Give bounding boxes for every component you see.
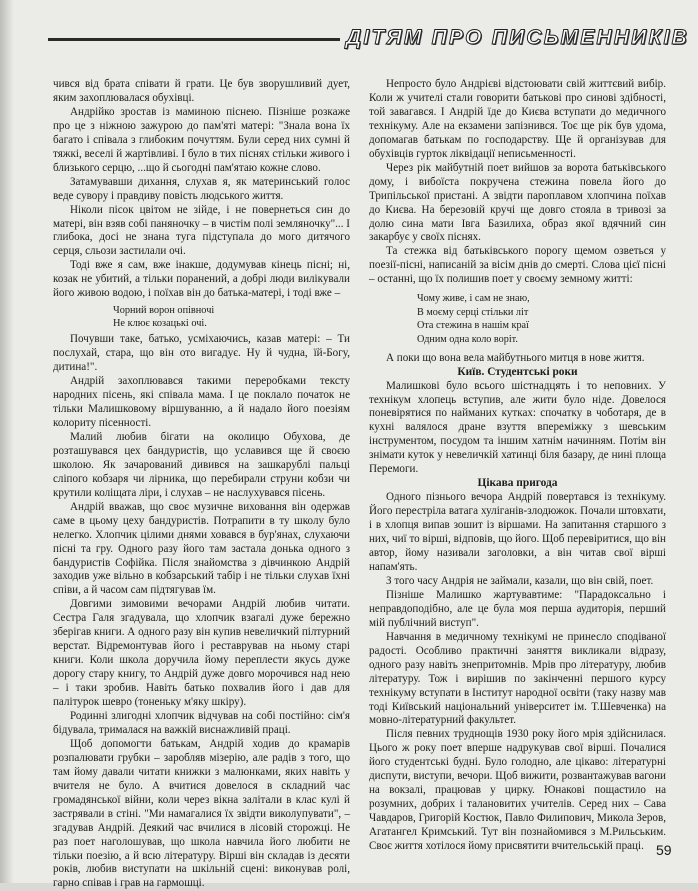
paragraph: Малишкові було всього шістнадцять і то неповних. У технікум хлопець вступив, але жити було ніде. Довелося поневірятися по найманих кутках: спочатку в чоботаря, де в кухні валялося дране взуття впереміжку з шевським інструментом, посудом та іншим хатнім начинням. Потім він знімати куток у невеличкій хатинці біля базару, де нині площа Перемоги.	[369, 379, 666, 476]
paragraph: Одного пізнього вечора Андрій повертався із технікуму. Його перестріла ватага хуліганів-злодюжок. Почали штовхати, і в хлопця випав зошит із віршами. На запитання старшого з них, чиї то вірші, відповів, що його. Щоб перевіритися, що він автор, йому називали заголовки, а він читав свої вірші напам'ять.	[369, 491, 666, 573]
paragraph: А поки що вона вела майбутнього митця в нове життя.	[386, 351, 645, 364]
poem-line: Ота стежина в нашім краї	[417, 320, 529, 332]
paragraph: Андрій захоплювався такими переробками тексту народних пісень, які співала мама. І це поклало початок не тільки Малишковому віршуванню, а й надало його поезіям колориту пісенності.	[53, 375, 350, 429]
paragraph: Навчання в медичному технікумі не принесло сподіваної радості. Особливо практичні заняття викликали відразу, одного разу навіть знепритомнів. Мрів про літературу, любив літературу. Тож і вирішив по закінченні першого курсу технікуму вступати в Інститут народної освіти (таку назву мав тоді Київський національний університет ім. Т.Шевченка) на мовно-літературний факультет.	[369, 630, 666, 727]
poem-line: Не клює козацькі очі.	[113, 318, 207, 330]
paragraph: Почувши таке, батько, усміхаючись, казав матері: – Ти послухай, стара, що він ото вигадує. Ну й чудна, їй-Богу, дитина!".	[53, 333, 350, 374]
header-rule	[48, 38, 340, 41]
paragraph: Андрій вважав, що своє музичне виховання він одержав саме в цьому цеху бандуристів. Потрапити в ту школу було нелегко. Хлопчик цілими днями ховався в бур'янах, слухаючи пісні та гру. Одного разу його там застала донька одного з бандуристів Софійка. Після знайомства з дівчинкою Андрій заходив уже вільно в кобзарський табір і не тільки слухав їхні співи, а й часом сам підтягував їм.	[53, 500, 350, 597]
page-edge-shadow	[0, 0, 14, 883]
paragraph: Малий любив бігати на околицю Обухова, де розташувався цех бандуристів, що уславився ще й своєю школою. Як зачарований дивився на зашкарублі пальці сліпого кобзаря чи лірника, що перебирали струни кобзи чи крутили коліщата ліри, і слухав – не наслухувався пісень.	[53, 430, 350, 499]
paragraph: Після певних труднощів 1930 року його мрія здійснилася. Цього ж року поет вперше надрукував свої вірші. Почалися його студентські будні. Було голодно, але цікаво: літературні диспути, виступи, вечори. Щоб вижити, розвантажував вагони на вокзалі, працював у цирку. Юнакові пощастило на розумних, добрих і талановитих учителів. Серед них – Сава Чавдаров, Григорій Костюк, Павло Филипович, Микола Зеров, Агатангел Кримський. Тут він познайомився з М.Рильським. Своє життя хотілося йому присвятити вчительській праці.	[369, 728, 666, 853]
section-heading: Київ. Студентські роки	[457, 365, 578, 378]
paragraph: Пізніше Малишко жартувавтиме: "Парадоксально і неправдоподібно, але це була моя перша аудиторія, перший мій публічний виступ".	[369, 588, 666, 629]
paragraph: Через рік майбутній поет вийшов за ворота батьківського дому, і вибоїста покручена стежина повела його до Трипільської пристані. А звідти пароплавом хлопчина поїхав до Києва. На березовій кручі ще довго стояла в тривозі за долю сина мати Івга Базилиха, образ якої вдячний син закарбує у своїх піснях.	[369, 161, 666, 244]
poem-quote	[417, 292, 666, 346]
paragraph: Довгими зимовими вечорами Андрій любив читати. Сестра Галя згадувала, що хлопчик взагалі дуже бережно зберігав книги. А одного разу він купив невеличкий пілтурний верстат. Відремонтував його і реставрував на ньому старі книги. Коли школа доручила йому переплести якусь дуже дорогу стару книгу, то Андрій дуже довго морочився над нею – і таки зробив. Навіть батько похвалив його і дав для палітурок шевро (тоненьку м'яку шкіру).	[53, 598, 350, 709]
paragraph: Затамувавши дихання, слухав я, як материнський голос веде сувору і правдиву повість людського життя.	[53, 175, 350, 202]
paragraph: Та стежка від батьківського порогу щемом озветься у поезії-пісні, написаній за вісім днів до смерті. Слова цієї пісні – останні, що їх полишив поет у своєму земному житті:	[369, 245, 666, 286]
section-heading: Цікава пригода	[477, 477, 558, 490]
paragraph: Ніколи пісок цвітом не зійде, і не повернеться син до матері, він взяв собі паняночку – в чистім полі земляночку"... І глибока, досі не знана туга підступала до мого дитячого серця, сльози застилали очі.	[53, 203, 350, 258]
paragraph: Андрійко зростав із маминою піснею. Пізніше розкаже про це з ніжною зажурою до пам'яті матері: "Знала вона їх багато і співала з глибоким почуттям. Були серед них сумні й тяжкі, веселі й жартівливі. І було в тих піснях стільки живого і близького серцю, ...що й сьогодні пам'ятаю кожне слово.	[53, 105, 350, 174]
page-number: 59	[656, 842, 672, 858]
poem-line: В моєму серці стільки літ	[417, 306, 529, 318]
poem-line: Чорний ворон опівночі	[113, 305, 215, 317]
paragraph: З того часу Андрія не займали, казали, що він свій, поет.	[386, 574, 654, 587]
paragraph: Родинні злигодні хлопчик відчував на собі постійно: сім'я бідувала, трималася на важкій виснажливій праці.	[53, 709, 350, 736]
paragraph: Тоді вже я сам, вже інакше, додумував кінець пісні; ні, козак не убитий, а тільки поранений, а добрі люди вилікували його живою водою, і поїхав він до батька-матері, і тоді вже –	[53, 259, 350, 300]
paragraph: Непросто було Андрієві відстоювати свій життєвий вибір. Коли ж учителі стали говорити батькові про синові здібності, той завагався. І Андрій їде до Києва вступати до медичного технікуму. Але на екзамени запізнився. Тоє ще рік був удома, допомагав батькам по господарству. Ще й організував для обухівців гурток ліквідації неписьменності.	[369, 78, 666, 160]
poem-line: Одним одна коло воріт.	[417, 334, 518, 346]
right-column	[369, 78, 666, 854]
paragraph: чився від брата співати й грати. Це був зворушливий дует, яким захоплювалася обухівці.	[53, 78, 350, 104]
left-column	[53, 78, 350, 891]
paragraph: Щоб допомогти батькам, Андрій ходив до крамарів розпалювати грубки – заробляв мізерію, але радів з того, що там йому давали читати книжки з малюнками, яких навіть у вчителя не було. А вчитися довелося в складний час громадянської війни, коли через вікна залітали в клас кулі й застрявали в стіні. "Ми намагалися їх звідти виколупувати", – згадував Андрій. Деякий час вчилися в лісовій сторожці. Не раз поет наголошував, що школа навчила його любити не тільки поезію, а й всю літературу. Вірші він складав із десяти років, любив виступати на шкільній сцені: виконував ролі, гарно співав і грав на гармошці.	[53, 737, 350, 890]
section-header-title: ДІТЯМ ПРО ПИСЬМЕННИКІВ	[346, 26, 689, 49]
poem-quote	[113, 304, 350, 330]
poem-line: Чому живе, і сам не знаю,	[417, 293, 530, 305]
